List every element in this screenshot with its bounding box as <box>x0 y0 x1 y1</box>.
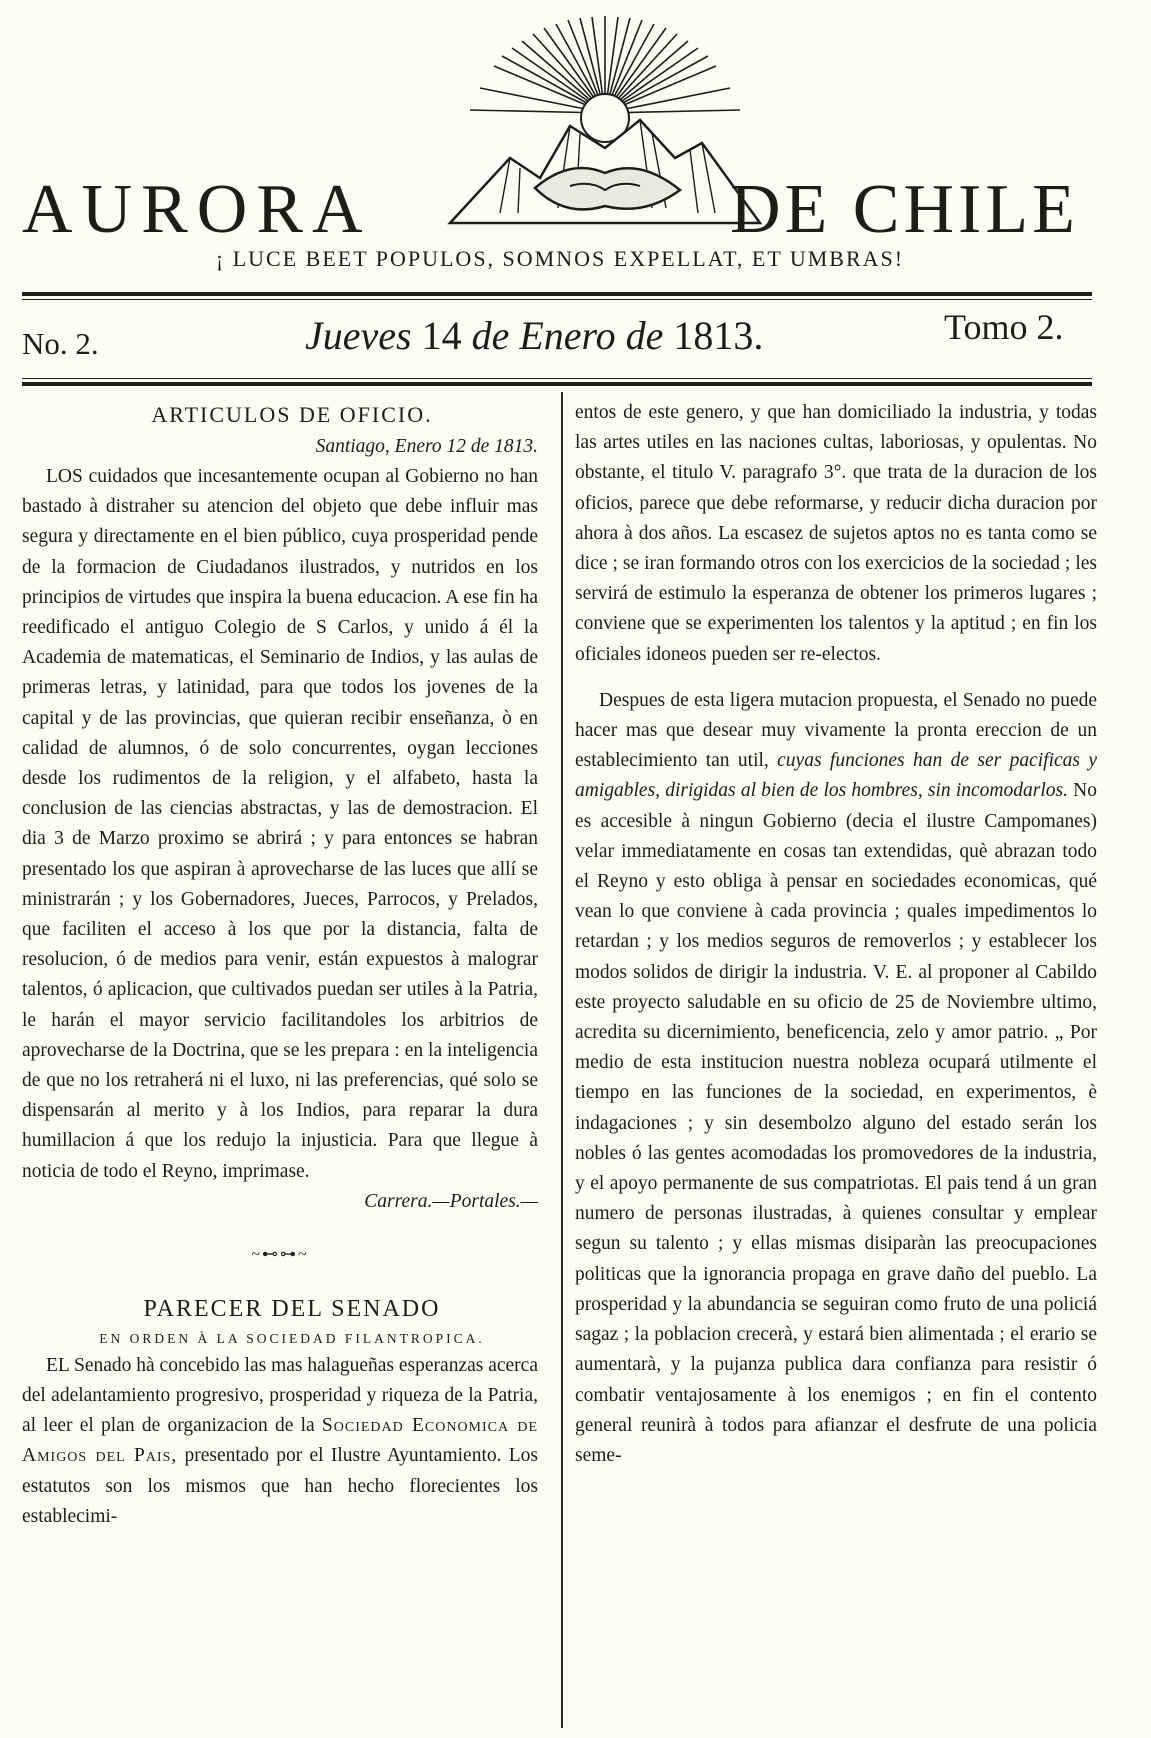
article-body <box>575 686 1097 1471</box>
newspaper-title-left: AURORA <box>22 171 372 248</box>
issue-date <box>305 312 763 359</box>
masthead-rule <box>22 382 1092 386</box>
left-column <box>22 398 538 1532</box>
masthead-rule <box>22 378 1092 379</box>
body-text: Despues de esta ligera mutacion propuesta, el Senado no puede hacer mas que desear muy vivamente la pronta ereccion de un establecimiento tan util, <box>575 689 1097 772</box>
body-text: presentado por el Ilustre Ayuntamiento. Los estatutos son los mismos que han hecho florecientes los establecimi- <box>22 1445 538 1527</box>
article-body: entos de este genero, y que han domiciliado la industria, y todas las artes utiles en las naciones cultas, laboriosas, y opulentas. No obstante, el titulo V. paragrafo 3°. que trata de la duracion de los oficios, parece que debe reformarse, y reducir dicha duracion por ahora à dos años. La escasez de sujetos aptos no es tanta como se dice ; se iran formando otros con los exercicios de la sociedad ; les servirá de estimulo la esperanza de obtener los primeros lugares ; conviene que se experimenten los talentos y la aptitud ; en fin los oficiales idoneos pueden ser re-electos. <box>575 402 1097 665</box>
society-name: Sociedad Economica de Amigos del Pais, <box>22 1415 538 1467</box>
newspaper-title-right: DE CHILE <box>730 171 1079 248</box>
issue-tome: Tomo 2. <box>944 307 1064 347</box>
masthead-rule <box>22 292 1092 296</box>
article-body: LOS cuidados que incesantemente ocupan al Gobierno no han bastado à distraher su atencion del objeto que debe influir mas segura y directamente en el bien público, cuya prosperidad pende de la formacion de Ciudadanos ilustrados, y nutridos en los principios de virtudes que inspira la buena educacion. A ese fin ha reedificado el antiguo Colegio de S Carlos, y unido á él la Academia de matematicas, el Seminario de Indios, y las aulas de primeras letras, y latinidad, para que todos los jovenes de la capital y de las provincias, que quieran recibir enseñanza, ò en calidad de alumnos, ó de solo concurrentes, oygan lecciones desde los rudimentos de la religion, y el alfabeto, hasta la conclusion de las ciencias abstractas, y las de demostracion. El dia 3 de Marzo proximo se abrirá ; y para entonces se habran presentado los que aspiran à aprovecharse de las luces que allí se ministrarán ; y los Gobernadores, Jueces, Parrocos, y Prelados, que faciliten el acceso à los que por la distancia, falta de resolucion, ó de medios para venir, están expuestos à malograr talentos, ó aplicacion, que cultivados puedan ser utiles à la Patria, le harán el mayor servicio facilitandoles los arbitrios de aprovecharse de la Doctrina, que se les prepara : en la inteligencia de que no los retraherá ni el luxo, ni las preferencias, qué solo se dispensarán al merito y à los Indios, para reparar la dura humillacion á que los redujo la injusticia. Para que llegue à noticia de todo el Reyno, imprimase. <box>22 466 538 1182</box>
body-text: EL Senado hà concebido las mas halagueñas esperanzas acerca del adelantamiento progresivo, prosperidad y riqueza de la Patria, al leer el plan de organizacion de la <box>22 1354 538 1437</box>
body-text: No es accesible à ningun Gobierno (decia el ilustre Campomanes) velar immediatamente en cosas tan extendidas, què abrazan todo el Reyno y esto obliga à pensar en sociedades economicas, qué vean lo que conviene à cada provincia ; quales impedimentos lo retardan ; y los medios seguros de removerlos ; y establecer los modos solidos de dirigir la industria. V. E. al proponer al Cabildo este proyecto saludable en su oficio de 25 de Noviembre ultimo, acredita su dicernimiento, beneficencia, zelo y amor patrio. „ Por medio de esta institucion nuestra nobleza ocupará utilmente el tiempo en las funciones de la sociedad, en experimentos, è indagaciones ; y sin desembolzo alguno del estado serán los nobles ó las gentes acomodadas los promovedores de la industria, y el apoyo permanente de sus compatriotas. El pais tend á un gran numero de personas ilustradas, à quienes consultar y emplear segun su talento ; y ellas mismas disiparàn las preocupaciones politicas que la ignorancia propaga en grave daño del pueblo. La prosperidad y la abundancia se seguiran como fruto de una policiá sagaz ; la poblacion crecerà, y estará bien alimentada ; el erario se aumentarà, y la pujanza publica dara confianza para resistir ó combatir ventajosamente à los enemigos ; en fin el contento general reunirà à todos para afianzar el desfrute de una policia seme- <box>575 780 1097 1466</box>
article-dateline: Santiago, Enero 12 de 1813. <box>315 436 538 457</box>
rising-sun-emblem-icon <box>440 8 770 238</box>
article-heading: PARECER DEL SENADO <box>143 1295 441 1322</box>
date-month: de Enero de <box>471 313 664 358</box>
article-subheading: EN ORDEN À LA SOCIEDAD FILANTROPICA. <box>99 1330 485 1346</box>
issue-number: No. 2. <box>22 326 99 361</box>
quoted-text: cuyas funciones han de ser pacificas y amigables, dirigidas al bien de los hombres, sin incomodarlos. <box>575 750 1097 802</box>
article-heading: ARTICULOS DE OFICIO. <box>151 402 433 427</box>
date-day: 14 <box>421 313 462 358</box>
date-year: 1813. <box>673 313 764 358</box>
section-ornament: ~⊷⊶~ <box>251 1245 309 1263</box>
right-column <box>575 398 1097 1471</box>
masthead-rule <box>22 299 1092 300</box>
date-weekday: Jueves <box>305 313 412 358</box>
newspaper-motto: ¡ LUCE BEET POPULOS, SOMNOS EXPELLAT, ET UMBRAS! <box>215 246 905 271</box>
article-body <box>22 1351 538 1532</box>
column-divider <box>561 392 563 1728</box>
article-signature: Carrera.—Portales.— <box>364 1190 538 1212</box>
